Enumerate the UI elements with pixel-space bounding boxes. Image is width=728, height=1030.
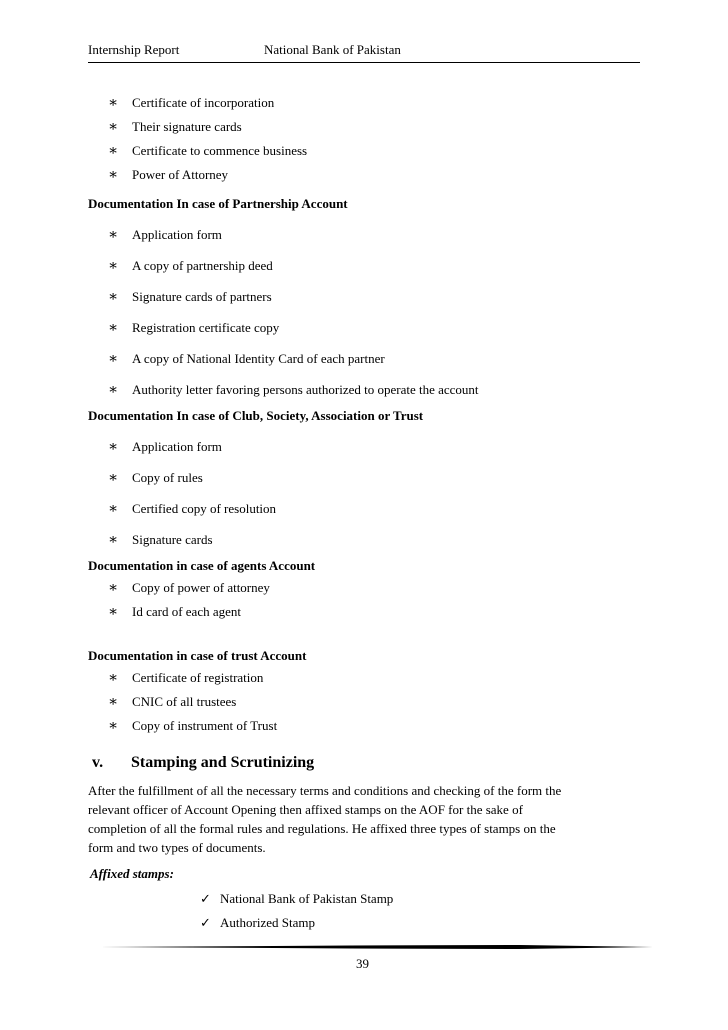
list-item: Certificate to commence business <box>132 143 308 158</box>
header-rule <box>88 62 640 63</box>
bullet-icon: ∗ <box>108 351 119 367</box>
checkmark-icon: ✓ <box>200 891 211 906</box>
list-item: Application form <box>132 227 222 242</box>
list-item: Copy of instrument of Trust <box>132 718 278 733</box>
list-item: A copy of partnership deed <box>132 258 273 273</box>
checklist-item: National Bank of Pakistan Stamp <box>220 891 394 906</box>
section-number: v. <box>92 754 104 771</box>
header-center: National Bank of Pakistan <box>264 42 401 57</box>
list-item: Copy of rules <box>132 470 203 485</box>
paragraph-line: form and two types of documents. <box>88 840 266 855</box>
bullet-icon: ∗ <box>108 289 119 305</box>
paragraph-line: After the fulfillment of all the necessary terms and conditions and checking of the form the <box>88 783 562 798</box>
bullet-icon: ∗ <box>108 382 119 398</box>
bullet-icon: ∗ <box>108 604 119 620</box>
paragraph-line: completion of all the formal rules and regulations. He affixed three types of stamps on the <box>88 821 556 836</box>
list-item: Certificate of registration <box>132 670 264 685</box>
bullet-icon: ∗ <box>108 143 119 159</box>
list-item: Copy of power of attorney <box>132 580 270 595</box>
bullet-icon: ∗ <box>108 470 119 486</box>
list-item: Certificate of incorporation <box>132 95 275 110</box>
bullet-icon: ∗ <box>108 167 119 183</box>
bullet-icon: ∗ <box>108 532 119 548</box>
list-item: Registration certificate copy <box>132 320 280 335</box>
list-item: Id card of each agent <box>132 604 241 619</box>
bullet-icon: ∗ <box>108 258 119 274</box>
list-item: CNIC of all trustees <box>132 694 237 709</box>
list-item: Power of Attorney <box>132 167 229 182</box>
list-item: Certified copy of resolution <box>132 501 277 516</box>
list-item: Their signature cards <box>132 119 242 134</box>
bullet-icon: ∗ <box>108 580 119 596</box>
header-left: Internship Report <box>88 42 180 57</box>
affixed-stamps-heading: Affixed stamps: <box>90 866 174 881</box>
section-title: Stamping and Scrutinizing <box>131 754 315 771</box>
list-item: Signature cards <box>132 532 213 547</box>
list-item: Application form <box>132 439 222 454</box>
list-item: Authority letter favoring persons authorized to operate the account <box>132 382 479 397</box>
section-paragraph <box>88 781 633 857</box>
club-heading: Documentation In case of Club, Society, Association or Trust <box>88 408 424 423</box>
bullet-icon: ∗ <box>108 694 119 710</box>
bullet-icon: ∗ <box>108 119 119 135</box>
footer-rule <box>100 945 653 949</box>
bullet-icon: ∗ <box>108 320 119 336</box>
checklist-item: Authorized Stamp <box>220 915 315 930</box>
list-item: Signature cards of partners <box>132 289 272 304</box>
bullet-icon: ∗ <box>108 718 119 734</box>
trust-heading: Documentation in case of trust Account <box>88 648 307 663</box>
page-number: 39 <box>356 956 369 971</box>
agents-heading: Documentation in case of agents Account <box>88 558 316 573</box>
bullet-icon: ∗ <box>108 227 119 243</box>
paragraph-line: relevant officer of Account Opening then affixed stamps on the AOF for the sake of <box>88 802 523 817</box>
bullet-icon: ∗ <box>108 439 119 455</box>
partnership-heading: Documentation In case of Partnership Account <box>88 196 348 211</box>
bullet-icon: ∗ <box>108 501 119 517</box>
checkmark-icon: ✓ <box>200 915 211 930</box>
list-item: A copy of National Identity Card of each partner <box>132 351 385 366</box>
bullet-icon: ∗ <box>108 95 119 111</box>
bullet-icon: ∗ <box>108 670 119 686</box>
